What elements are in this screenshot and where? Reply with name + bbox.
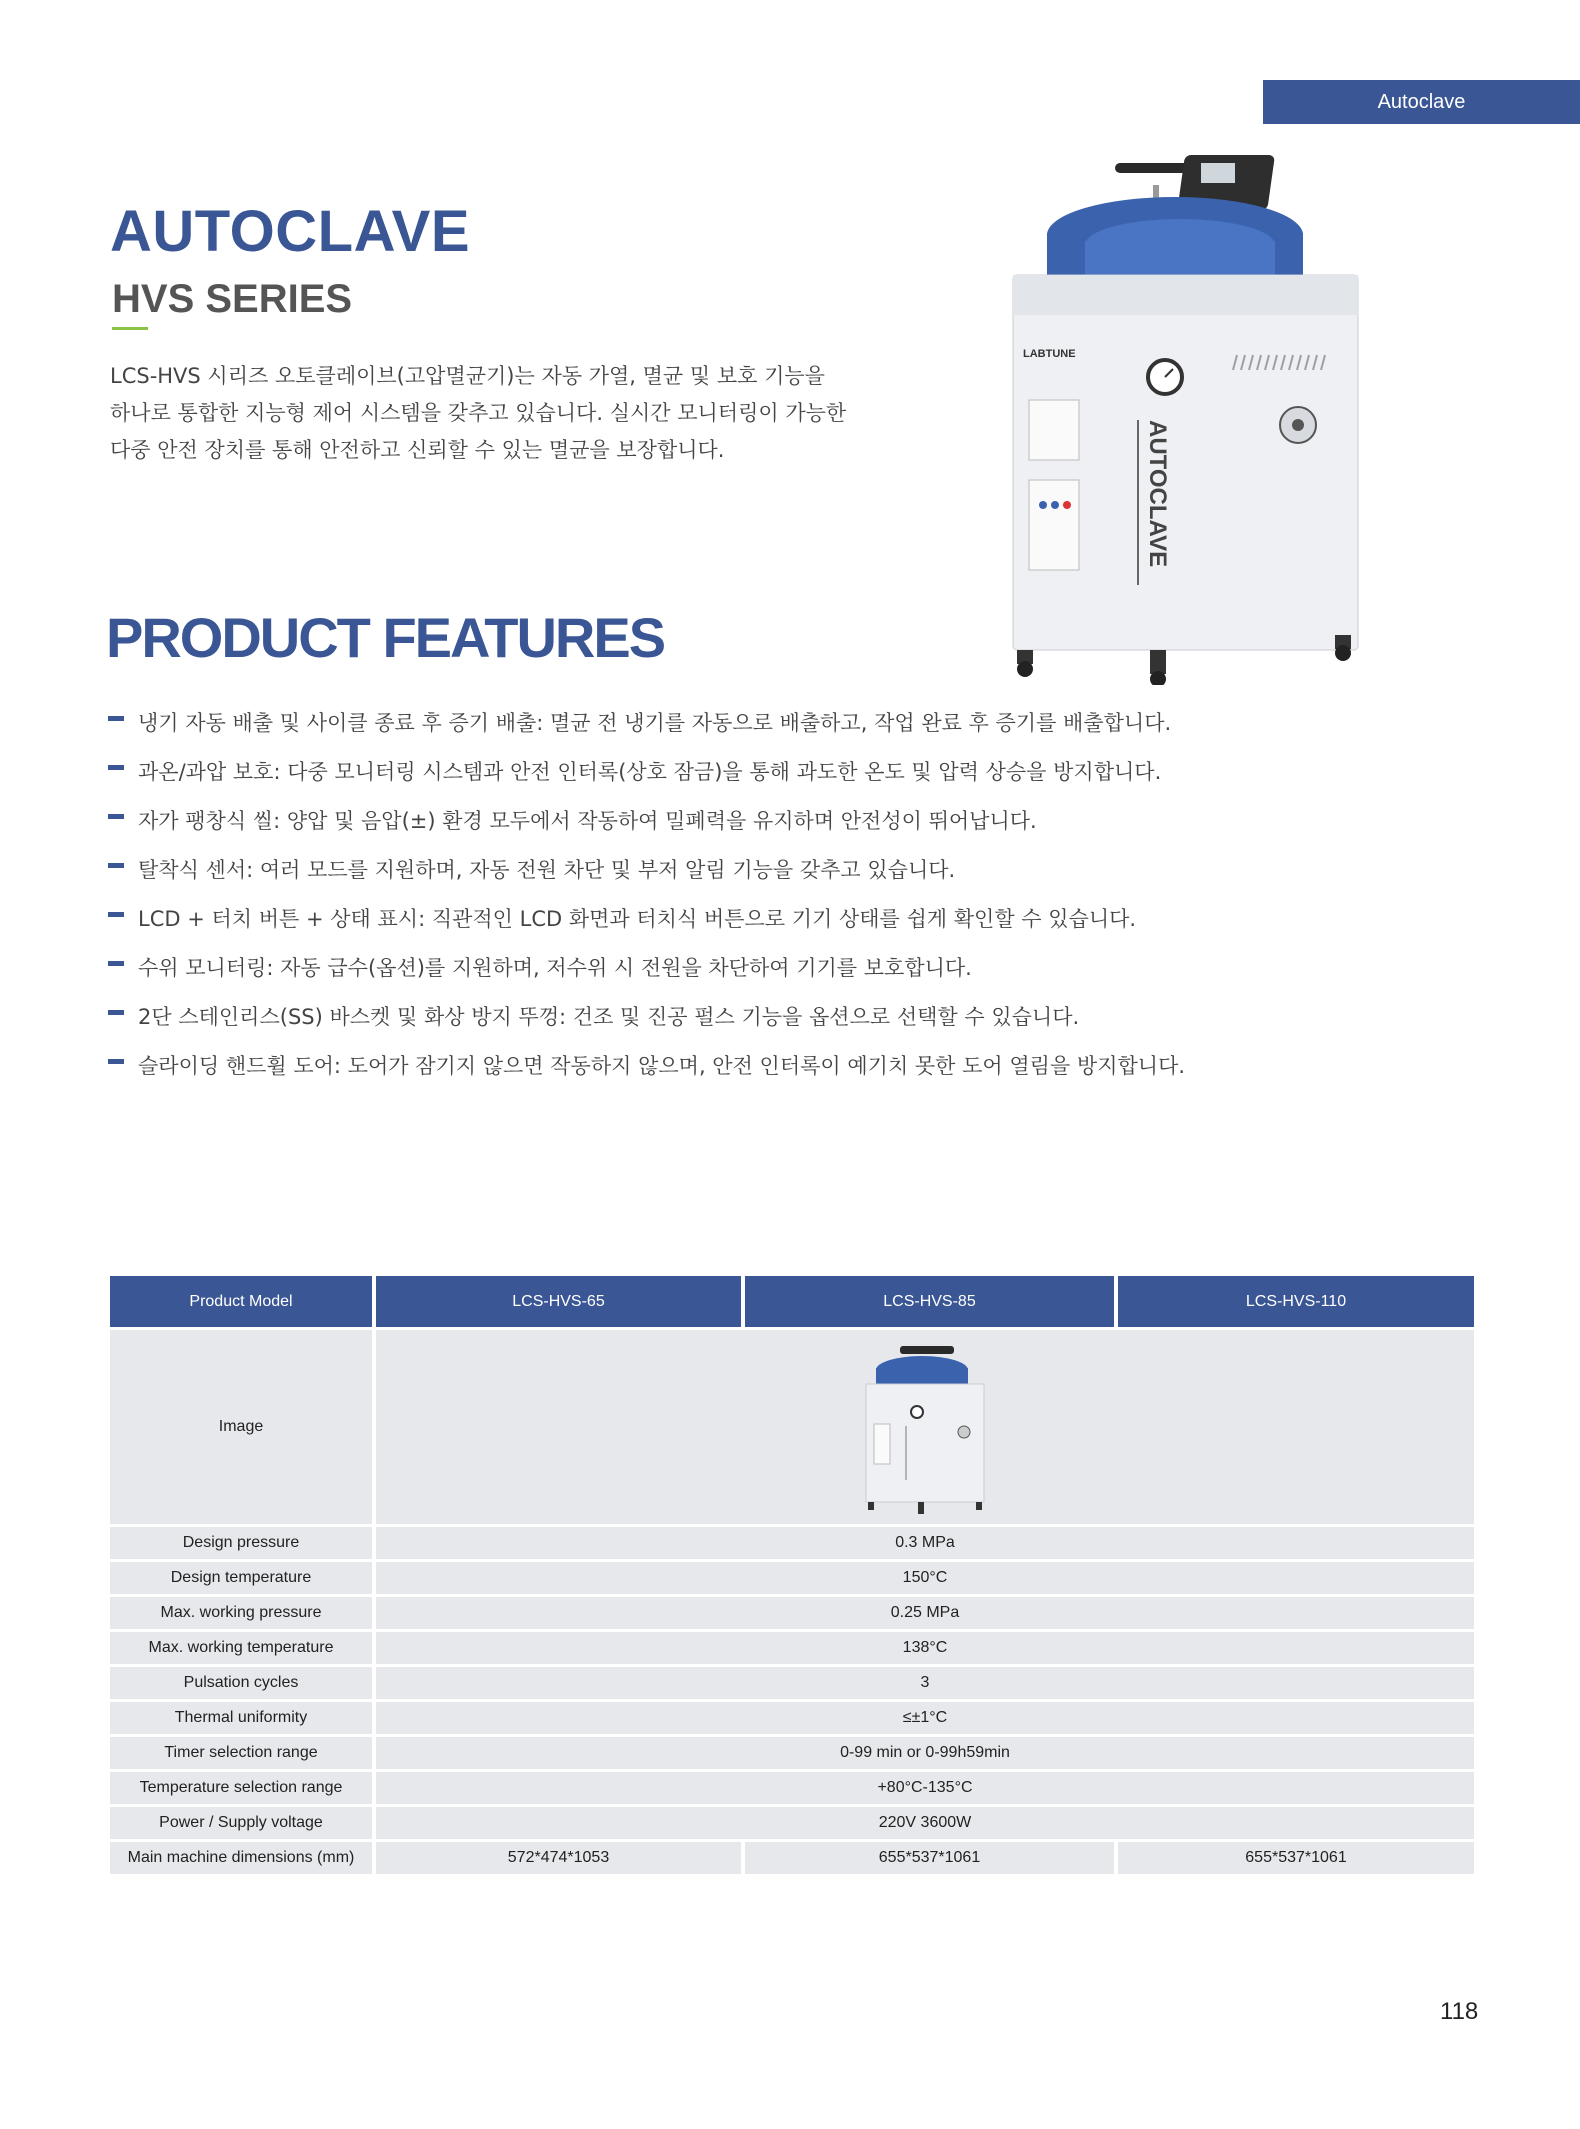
feature-item bbox=[108, 893, 1185, 942]
category-tag: Autoclave bbox=[1263, 80, 1580, 124]
dash-icon bbox=[108, 961, 124, 966]
table-row bbox=[110, 1737, 1474, 1769]
table-row bbox=[110, 1597, 1474, 1629]
feature-text: LCD + 터치 버튼 + 상태 표시: 직관적인 LCD 화면과 터치식 버튼으로 기기 상태를 쉽게 확인할 수 있습니다. bbox=[138, 906, 1137, 931]
table-row bbox=[110, 1807, 1474, 1839]
body-label: AUTOCLAVE bbox=[1144, 420, 1171, 568]
row-value: 138°C bbox=[376, 1632, 1474, 1664]
dash-icon bbox=[108, 1059, 124, 1064]
table-row bbox=[110, 1330, 1474, 1524]
row-value: 3 bbox=[376, 1667, 1474, 1699]
feature-list bbox=[108, 697, 1185, 1089]
intro-paragraph bbox=[110, 358, 890, 469]
page-title: AUTOCLAVE bbox=[110, 199, 471, 264]
row-value: +80°C-135°C bbox=[376, 1772, 1474, 1804]
row-label: Temperature selection range bbox=[110, 1772, 372, 1804]
table-row bbox=[110, 1527, 1474, 1559]
table-row bbox=[110, 1842, 1474, 1874]
intro-line: LCS-HVS 시리즈 오토클레이브(고압멸균기)는 자동 가열, 멸균 및 보호 기능을 bbox=[110, 364, 825, 388]
feature-text: 슬라이딩 핸드휠 도어: 도어가 잠기지 않으면 작동하지 않으며, 안전 인터록이 예기치 못한 도어 열림을 방지합니다. bbox=[138, 1053, 1186, 1078]
table-row bbox=[110, 1702, 1474, 1734]
dash-icon bbox=[108, 716, 124, 721]
table-row bbox=[110, 1667, 1474, 1699]
row-value: 220V 3600W bbox=[376, 1807, 1474, 1839]
feature-item bbox=[108, 697, 1185, 746]
row-label: Max. working pressure bbox=[110, 1597, 372, 1629]
feature-item bbox=[108, 942, 1185, 991]
feature-item bbox=[108, 795, 1185, 844]
header-model-110: LCS-HVS-110 bbox=[1118, 1276, 1474, 1327]
image-cell bbox=[376, 1330, 1474, 1524]
feature-item bbox=[108, 991, 1185, 1040]
feature-item bbox=[108, 844, 1185, 893]
feature-text: 수위 모니터링: 자동 급수(옵션)를 지원하며, 저수위 시 전원을 차단하여 기기를 보호합니다. bbox=[138, 955, 972, 980]
feature-text: 냉기 자동 배출 및 사이클 종료 후 증기 배출: 멸균 전 냉기를 자동으로 배출하고, 작업 완료 후 증기를 배출합니다. bbox=[138, 710, 1172, 735]
row-label: Design pressure bbox=[110, 1527, 372, 1559]
row-label: Timer selection range bbox=[110, 1737, 372, 1769]
table-header-row bbox=[110, 1276, 1474, 1327]
row-value: 655*537*1061 bbox=[745, 1842, 1114, 1874]
row-label: Main machine dimensions (mm) bbox=[110, 1842, 372, 1874]
row-label: Power / Supply voltage bbox=[110, 1807, 372, 1839]
row-value: 150°C bbox=[376, 1562, 1474, 1594]
dash-icon bbox=[108, 814, 124, 819]
page-number: 118 bbox=[1440, 1998, 1479, 2025]
header-model-85: LCS-HVS-85 bbox=[745, 1276, 1114, 1327]
dash-icon bbox=[108, 765, 124, 770]
feature-item bbox=[108, 1040, 1185, 1089]
row-value: 655*537*1061 bbox=[1118, 1842, 1474, 1874]
intro-line: 하나로 통합한 지능형 제어 시스템을 갖추고 있습니다. 실시간 모니터링이 가능한 bbox=[110, 401, 847, 425]
row-label: Design temperature bbox=[110, 1562, 372, 1594]
brand-text: LABTUNE bbox=[1023, 348, 1076, 360]
row-label: Pulsation cycles bbox=[110, 1667, 372, 1699]
table-row bbox=[110, 1772, 1474, 1804]
features-title: PRODUCT FEATURES bbox=[106, 606, 665, 669]
dash-icon bbox=[108, 863, 124, 868]
row-label: Max. working temperature bbox=[110, 1632, 372, 1664]
feature-text: 과온/과압 보호: 다중 모니터링 시스템과 안전 인터록(상호 잠금)을 통해 과도한 온도 및 압력 상승을 방지합니다. bbox=[138, 759, 1162, 784]
feature-item bbox=[108, 746, 1185, 795]
row-value: 572*474*1053 bbox=[376, 1842, 741, 1874]
row-value: 0.3 MPa bbox=[376, 1527, 1474, 1559]
feature-text: 자가 팽창식 씰: 양압 및 음압(±) 환경 모두에서 작동하여 밀폐력을 유지하며 안전성이 뛰어납니다. bbox=[138, 808, 1037, 833]
header-model-65: LCS-HVS-65 bbox=[376, 1276, 741, 1327]
table-row bbox=[110, 1632, 1474, 1664]
row-value: ≤±1°C bbox=[376, 1702, 1474, 1734]
row-value: 0-99 min or 0-99h59min bbox=[376, 1737, 1474, 1769]
feature-text: 2단 스테인리스(SS) 바스켓 및 화상 방지 뚜껑: 건조 및 진공 펄스 기능을 옵션으로 선택할 수 있습니다. bbox=[138, 1004, 1080, 1029]
intro-line: 다중 안전 장치를 통해 안전하고 신뢰할 수 있는 멸균을 보장합니다. bbox=[110, 438, 725, 462]
accent-rule bbox=[112, 327, 148, 330]
header-product-model: Product Model bbox=[110, 1276, 372, 1327]
spec-table bbox=[106, 1273, 1478, 1877]
row-label: Image bbox=[110, 1330, 372, 1524]
dash-icon bbox=[108, 912, 124, 917]
row-value: 0.25 MPa bbox=[376, 1597, 1474, 1629]
autoclave-product-image bbox=[1005, 155, 1365, 685]
dash-icon bbox=[108, 1010, 124, 1015]
table-row bbox=[110, 1562, 1474, 1594]
row-label: Thermal uniformity bbox=[110, 1702, 372, 1734]
autoclave-thumbnail bbox=[860, 1344, 990, 1516]
series-subtitle: HVS SERIES bbox=[112, 277, 353, 321]
feature-text: 탈착식 센서: 여러 모드를 지원하며, 자동 전원 차단 및 부저 알림 기능을 갖추고 있습니다. bbox=[138, 857, 956, 882]
